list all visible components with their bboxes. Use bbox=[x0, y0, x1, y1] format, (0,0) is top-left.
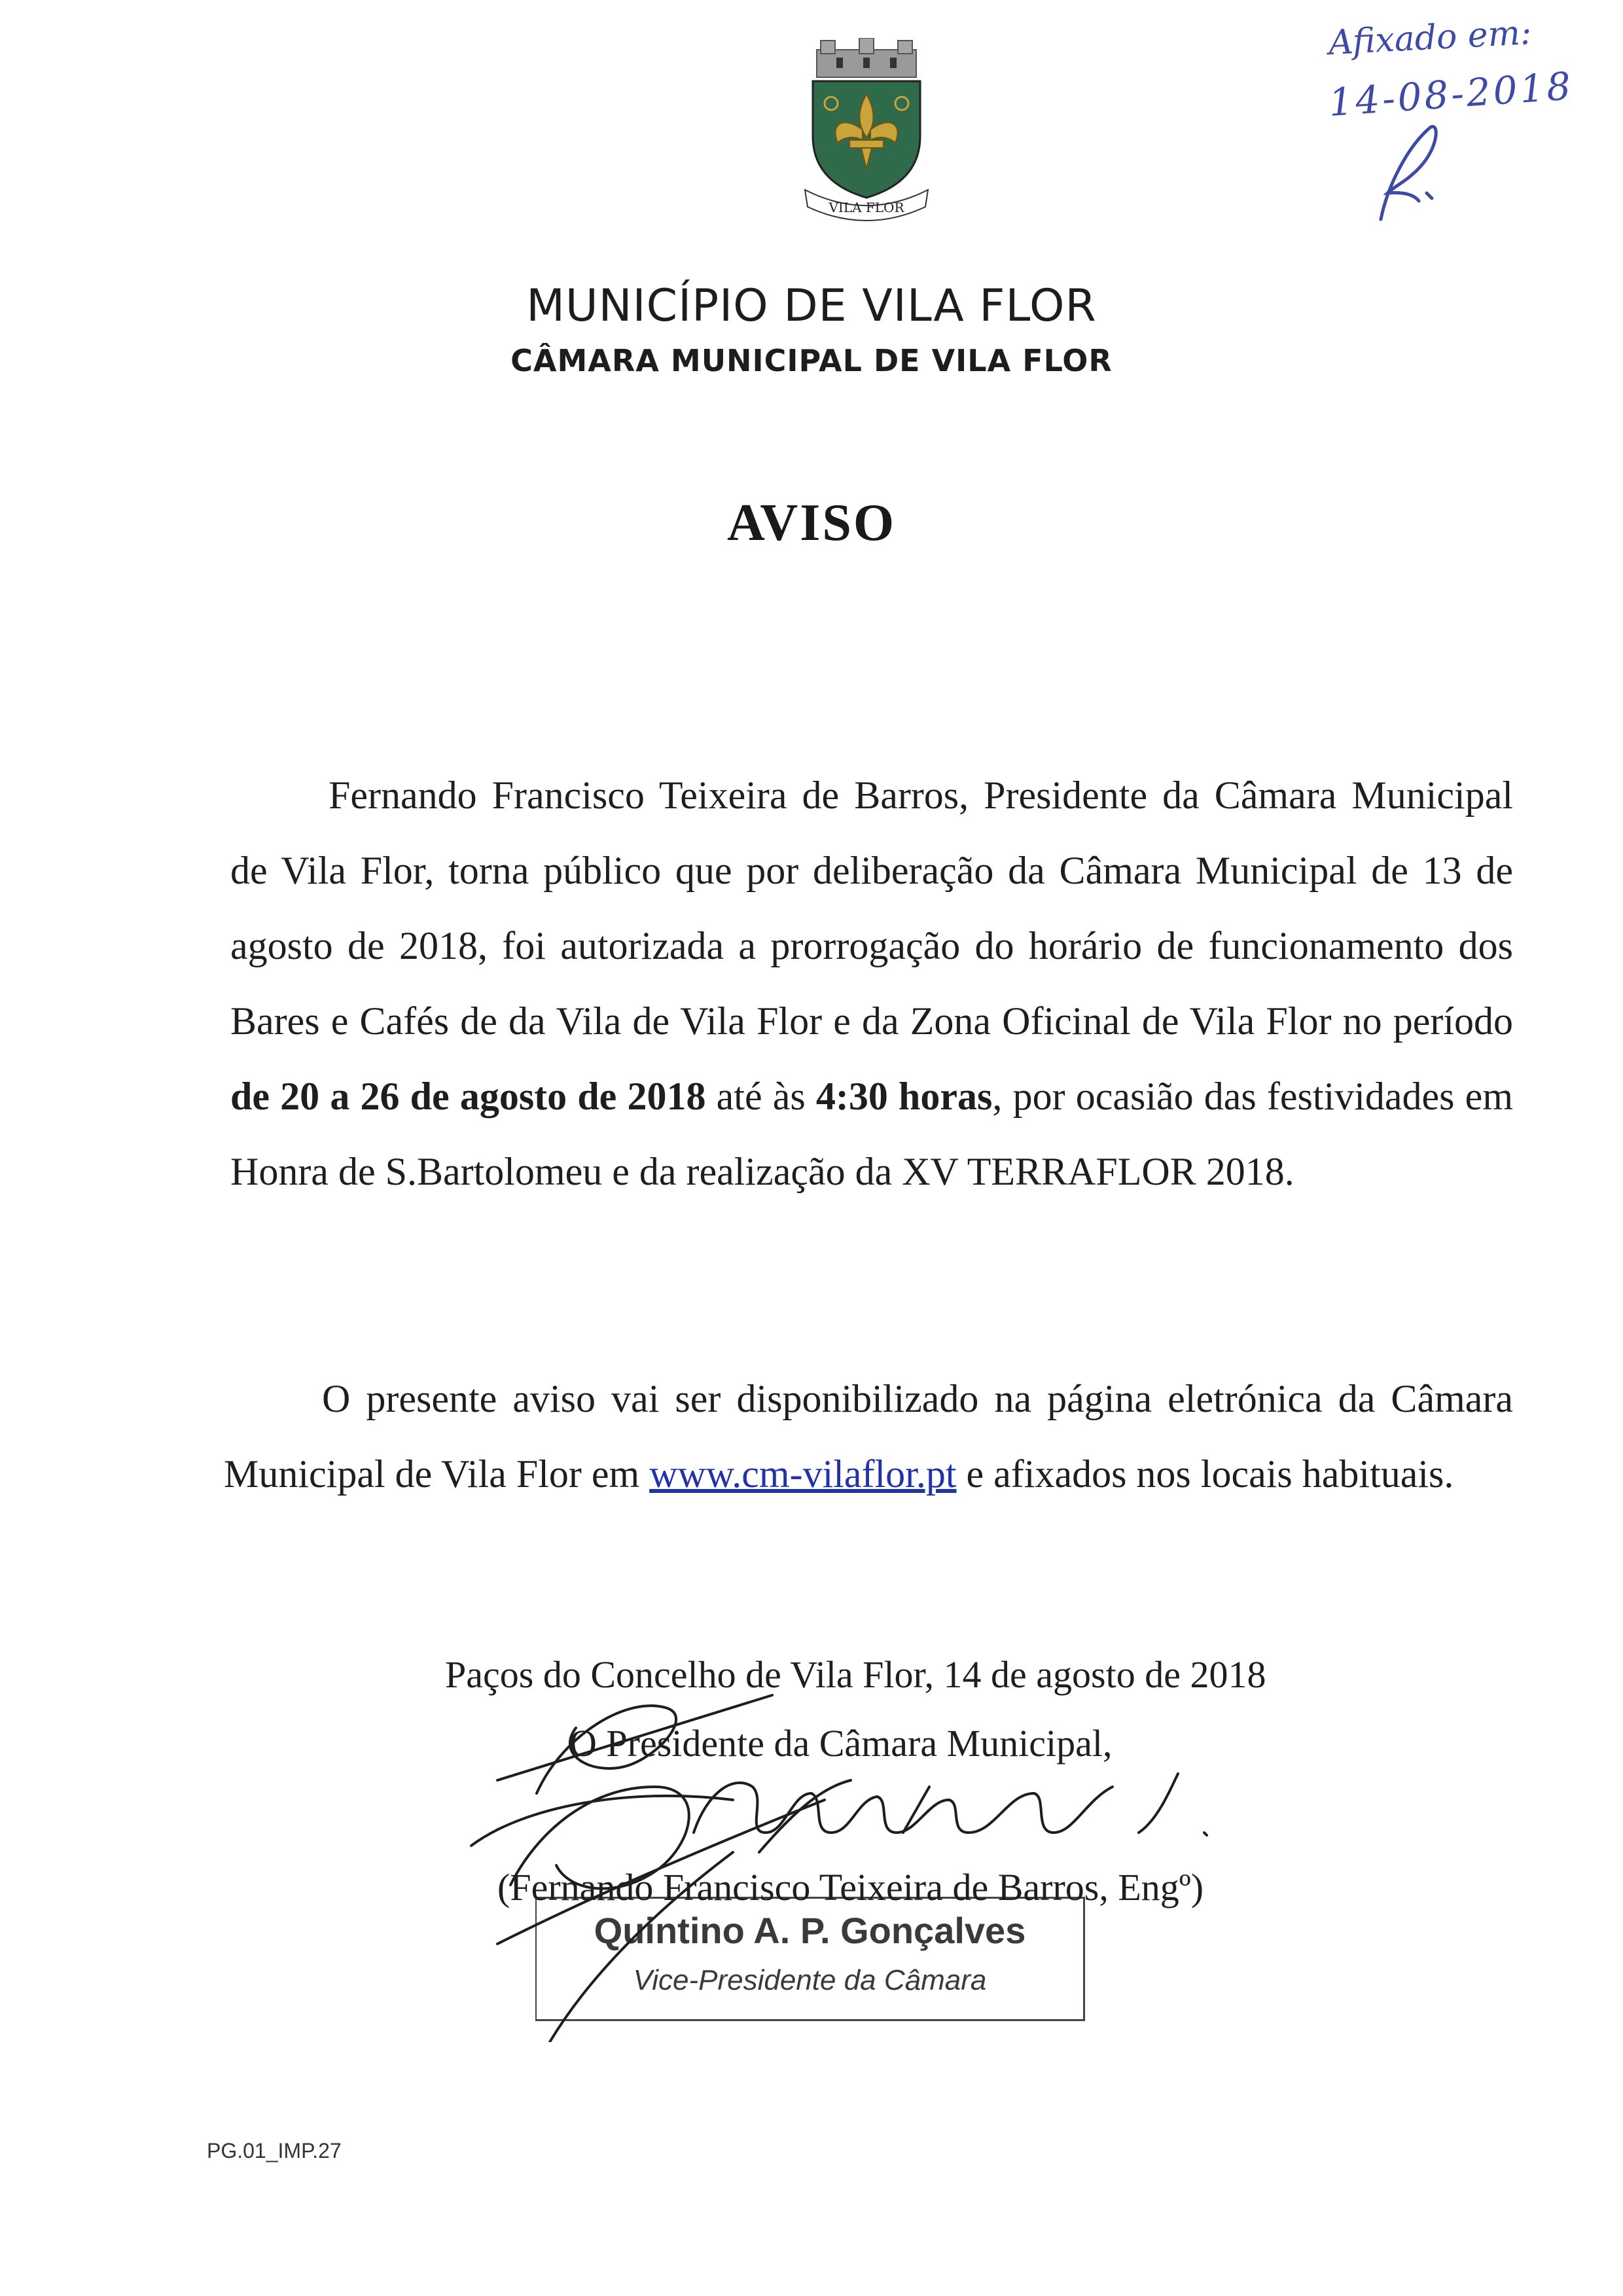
svg-text:VILA FLOR: VILA FLOR bbox=[829, 200, 904, 215]
notice-title: AVISO bbox=[726, 494, 897, 552]
paragraph-2-tail: e afixados nos locais habituais. bbox=[966, 1452, 1454, 1496]
document-code: PG.01_IMP.27 bbox=[207, 2139, 342, 2162]
handwritten-initials-icon bbox=[1368, 121, 1446, 226]
paragraph-1-text: Fernando Francisco Teixeira de Barros, Presidente da Câmara Municipal de Vila Flor, torna público que por deliberação da Câmara Municipal de 13 de agosto de 2018, foi autorizada a prorrogação do horário de funcionamento dos Bares e Cafés de da Vila de Vila Flor e da Zona Oficinal de Vila Flor no período bbox=[230, 774, 1513, 1043]
notice-paragraph-2 bbox=[224, 1361, 1513, 1512]
paragraph-1-tail: , por ocasião das festividades em Honra de S.Bartolomeu e da realização da XV TERRAFLOR 2018. bbox=[230, 1075, 1513, 1193]
paragraph-1-time: 4:30 horas bbox=[815, 1075, 993, 1118]
closing-role: O Presidente da Câmara Municipal, bbox=[569, 1722, 1113, 1765]
paragraph-2-text: O presente aviso vai ser disponibilizado na página eletrónica da Câmara Municipal de Vila Flor em bbox=[224, 1377, 1513, 1496]
stamp-role: Vice-Presidente da Câmara bbox=[633, 1964, 987, 1996]
closing-place-date: Paços do Concelho de Vila Flor, 14 de agosto de 2018 bbox=[445, 1653, 1266, 1696]
municipality-title: MUNICÍPIO DE VILA FLOR bbox=[526, 280, 1097, 332]
handwritten-note-date: 14-08-2018 bbox=[1327, 63, 1575, 125]
closing-signatory-name: (Fernando Francisco Teixeira de Barros, Engº) bbox=[497, 1866, 1204, 1909]
stamp-name: Quintino A. P. Gonçalves bbox=[594, 1910, 1026, 1951]
paragraph-1-ate: até às bbox=[716, 1075, 806, 1118]
notice-paragraph-1 bbox=[230, 758, 1513, 1210]
council-subtitle: CÂMARA MUNICIPAL DE VILA FLOR bbox=[510, 343, 1113, 378]
paragraph-1-dates: de 20 a 26 de agosto de 2018 bbox=[230, 1075, 706, 1118]
website-link[interactable]: www.cm-vilaflor.pt bbox=[649, 1452, 957, 1496]
handwritten-note-posted: Afixado em: bbox=[1327, 12, 1533, 63]
handwritten-signature-icon bbox=[458, 1636, 1243, 2042]
vila-flor-coat-of-arms-icon bbox=[797, 38, 936, 223]
